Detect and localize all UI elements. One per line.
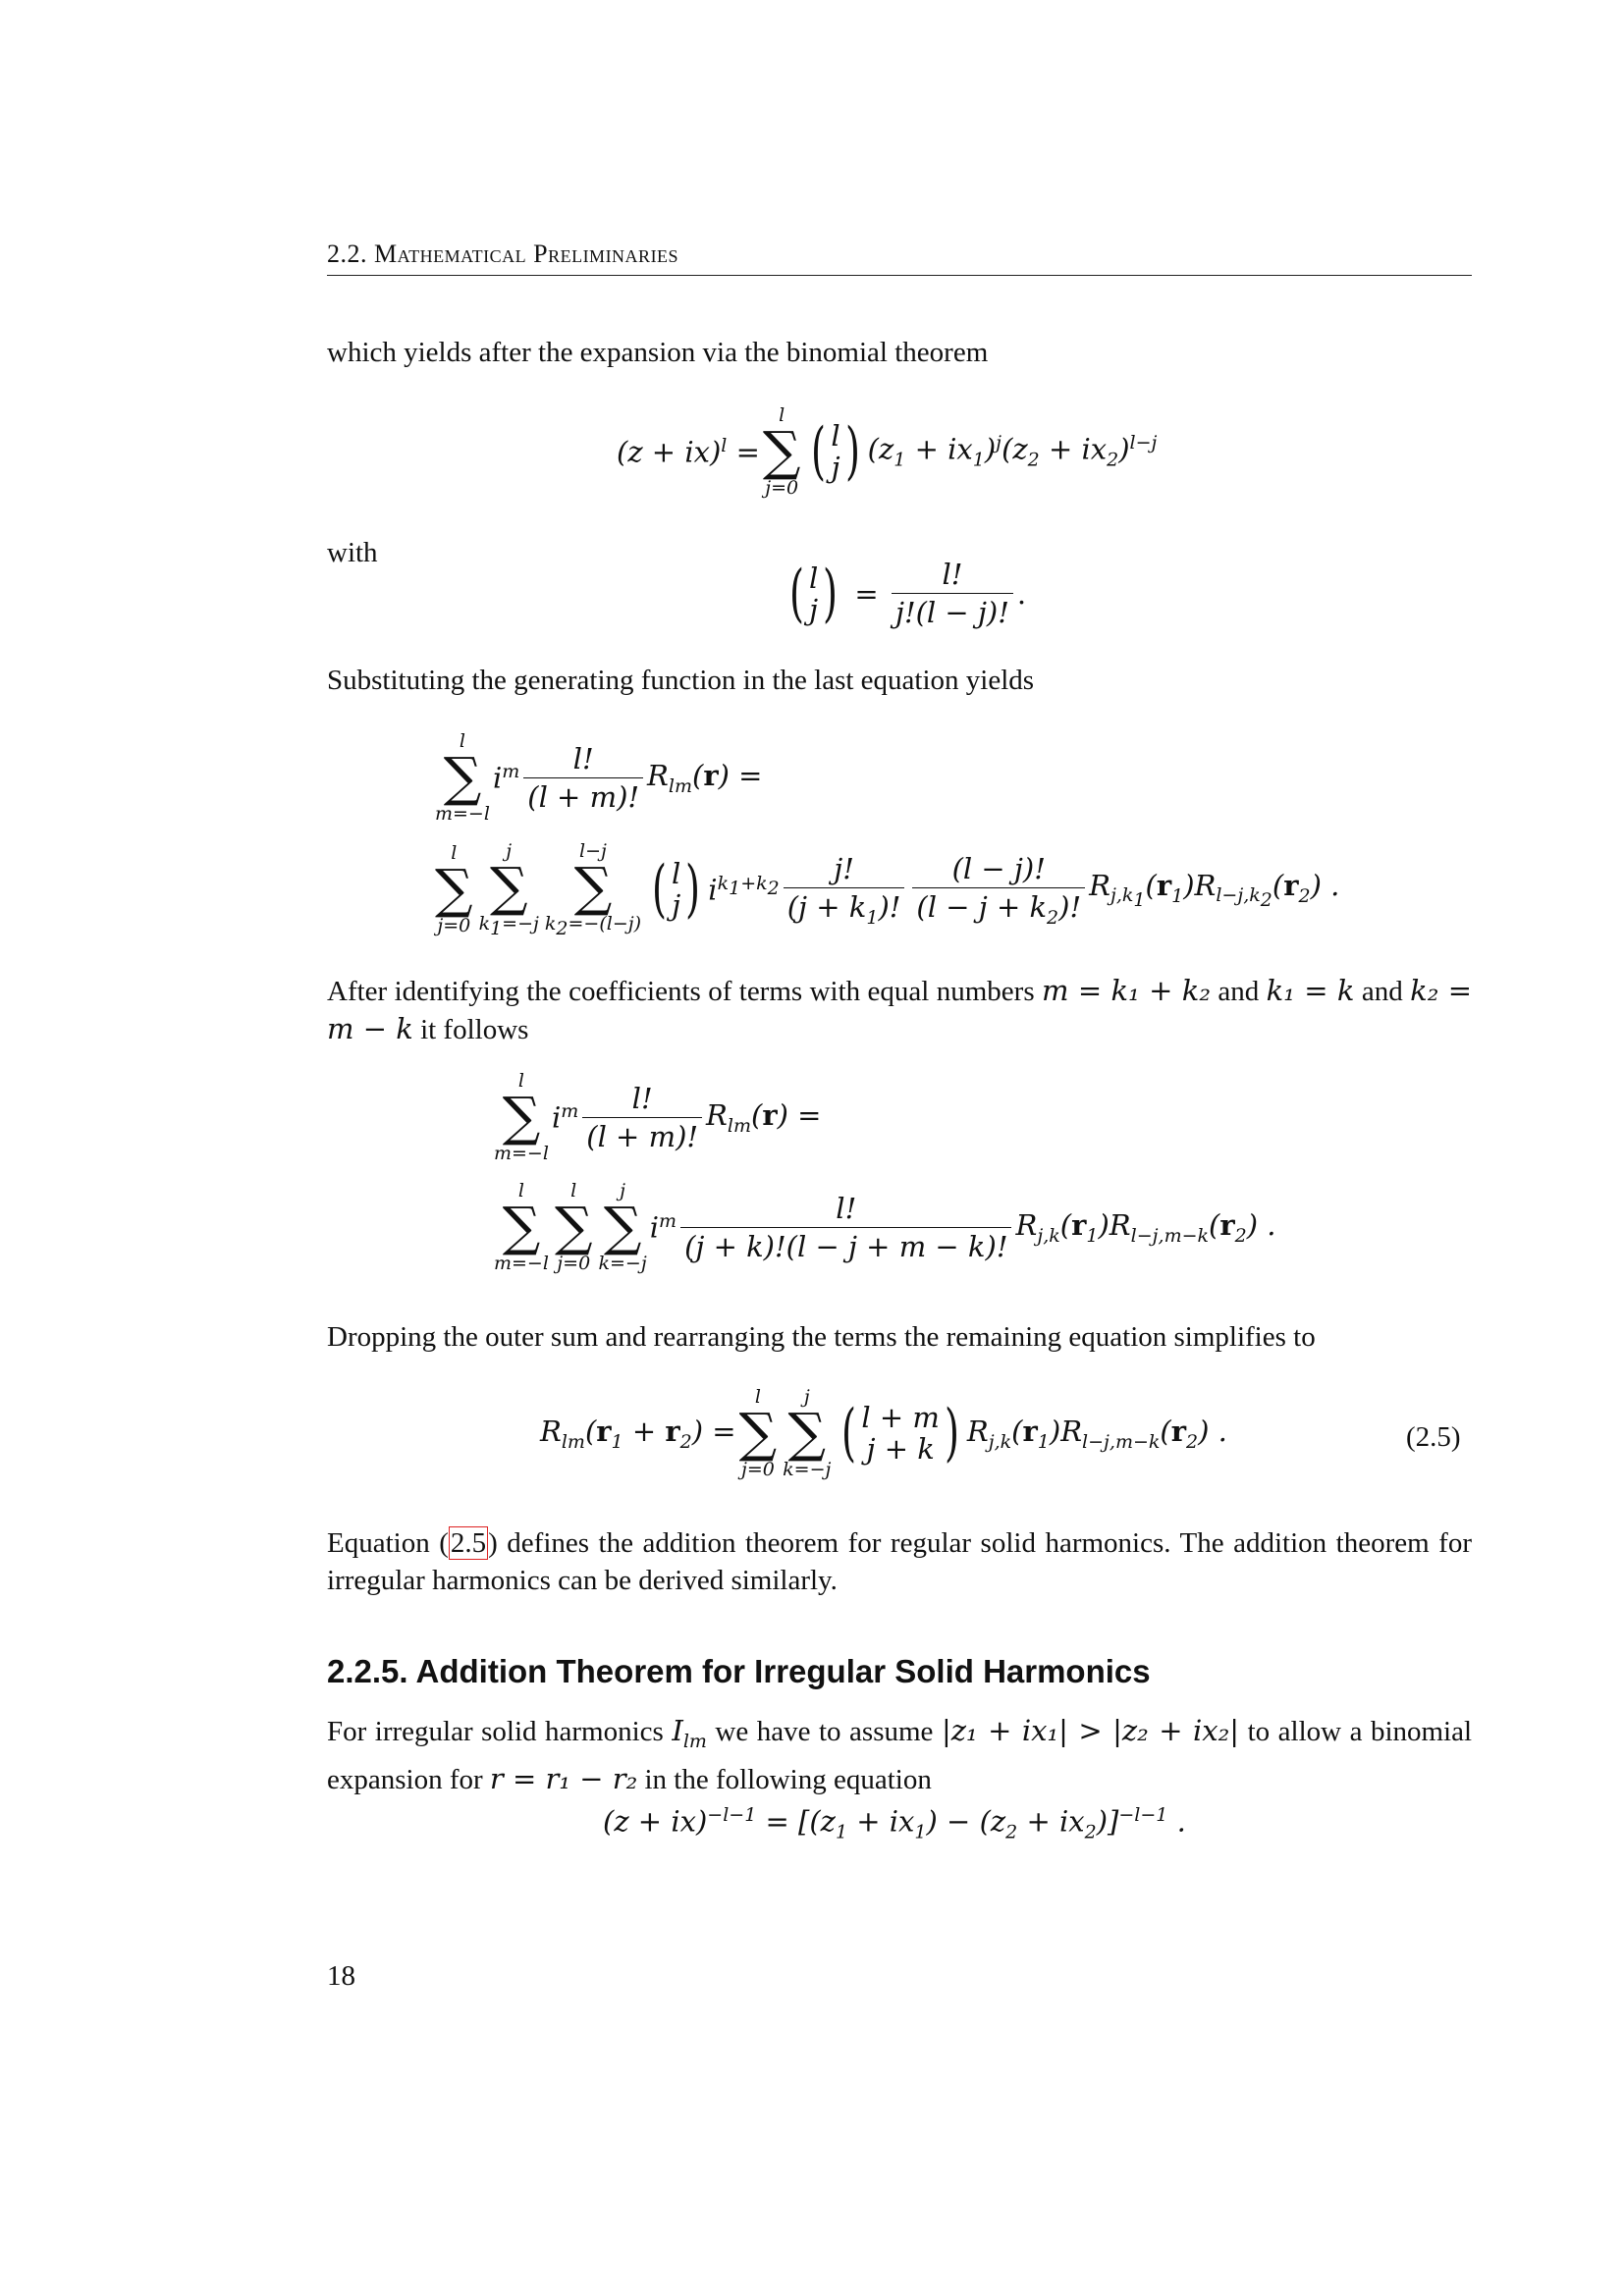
- p7-text-c: to allow a binomial expansion for: [327, 1716, 1473, 1795]
- equation-coefficients-lhs: l ∑ m=−l $i^m$ $\frac{l!}{(l + m)!}$ $R_{lm}(r)$ =: [494, 1070, 822, 1164]
- p7-math-condition: |z₁ + ix₁| > |z₂ + ix₂|: [941, 1714, 1240, 1747]
- paragraph-7: [327, 1712, 1472, 1798]
- p7-math-r: r = r₁ − r₂: [489, 1761, 638, 1795]
- p7-text-b: we have to assume: [715, 1716, 934, 1747]
- p7-math-I: [672, 1714, 707, 1752]
- header-number: 2.2.: [327, 240, 367, 268]
- section-heading: [327, 1653, 1151, 1690]
- p4-text-d: it follows: [420, 1014, 529, 1045]
- equation-number: (2.5): [1406, 1421, 1461, 1453]
- equation-binomial-coefficient: ( l j ) = $\frac{l!}{j!(l - j)!}$ .: [788, 557, 1027, 630]
- p7-text-a: For irregular solid harmonics: [327, 1716, 664, 1747]
- equation-irregular-expansion: $(z + ix)^{-l-1} = [(z_1 + ix_1) - (z_2 + ix_2)]^{-l-1}$ .: [603, 1804, 1186, 1843]
- equation-generating-lhs: l ∑ m=−l $i^m$ $\frac{l!}{(l + m)!}$ $R_{lm}(r)$ =: [435, 730, 763, 825]
- p6-text-a: Equation (: [327, 1527, 449, 1559]
- equation-binomial-expansion: (z + ix)$^l$ = l ∑ j=0 ( l j ) $(z_1 + ix_1)^j(z_2 + ix_2)^{l-j}$: [617, 404, 1158, 499]
- p7-math-I-base: I: [672, 1714, 683, 1747]
- p4-math-k: k₁ = k: [1266, 974, 1355, 1007]
- paragraph-2: with: [327, 537, 378, 568]
- p7-math-I-sub: lm: [682, 1730, 707, 1752]
- paragraph-4: [327, 972, 1472, 1048]
- p4-math-k2: k₂ = m − k: [327, 974, 1473, 1045]
- paragraph-6: [327, 1524, 1472, 1599]
- equation-2-5: $R_{lm}(r_1 + r_2)$ = l ∑ j=0 j ∑ k=−j ( l + m j + k ) $R_{j,k}(r_1)R_{l-j,m-k}(r_2)$ .: [540, 1386, 1227, 1480]
- p4-text-c: and: [1361, 976, 1403, 1007]
- p6-text-b: ) defines the addition theorem for regular solid harmonics. The addition theorem for irregular harmonics can be derived similarly.: [327, 1527, 1472, 1596]
- header-title: Mathematical Preliminaries: [374, 240, 679, 268]
- paragraph-5: Dropping the outer sum and rearranging the terms the remaining equation simplifies to: [327, 1321, 1316, 1353]
- equation-coefficients-rhs: l ∑ m=−l l ∑ j=0 j ∑ k=−j $i^m$ $\frac{l!}{(j + k)!(l - j + m - k)!}$ $R_{j,k}(r_1)R_{l-j,m-k}(r_2)$ .: [494, 1180, 1276, 1274]
- equation-generating-rhs: l ∑ j=0 j ∑ $k_1=-j$ l−j ∑ $k_2=-(l-j)$ ( l j ) $i^{k_1+k_2}$ $\frac{j!}{(j + k_1)!}$ $\frac{(l - j)!}{(l - j + k_2)!}$ $R_{j,k_1}(r_1)R_{l-j,k_2}(r_2)$ .: [435, 840, 1340, 939]
- p4-math-m: m = k₁ + k₂: [1042, 974, 1211, 1007]
- equation-reference-link[interactable]: 2.5: [450, 1527, 487, 1559]
- paragraph-3: Substituting the generating function in the last equation yields: [327, 665, 1035, 696]
- section-number: 2.2.5.: [327, 1653, 408, 1689]
- paragraph-1: which yields after the expansion via the binomial theorem: [327, 337, 989, 368]
- section-title: Addition Theorem for Irregular Solid Harmonics: [415, 1653, 1151, 1689]
- p4-text-b: and: [1218, 976, 1260, 1007]
- page-number: 18: [327, 1960, 355, 1992]
- p4-text-a: After identifying the coefficients of terms with equal numbers: [327, 976, 1035, 1007]
- p7-text-d: in the following equation: [644, 1763, 932, 1795]
- running-header: [327, 240, 1472, 276]
